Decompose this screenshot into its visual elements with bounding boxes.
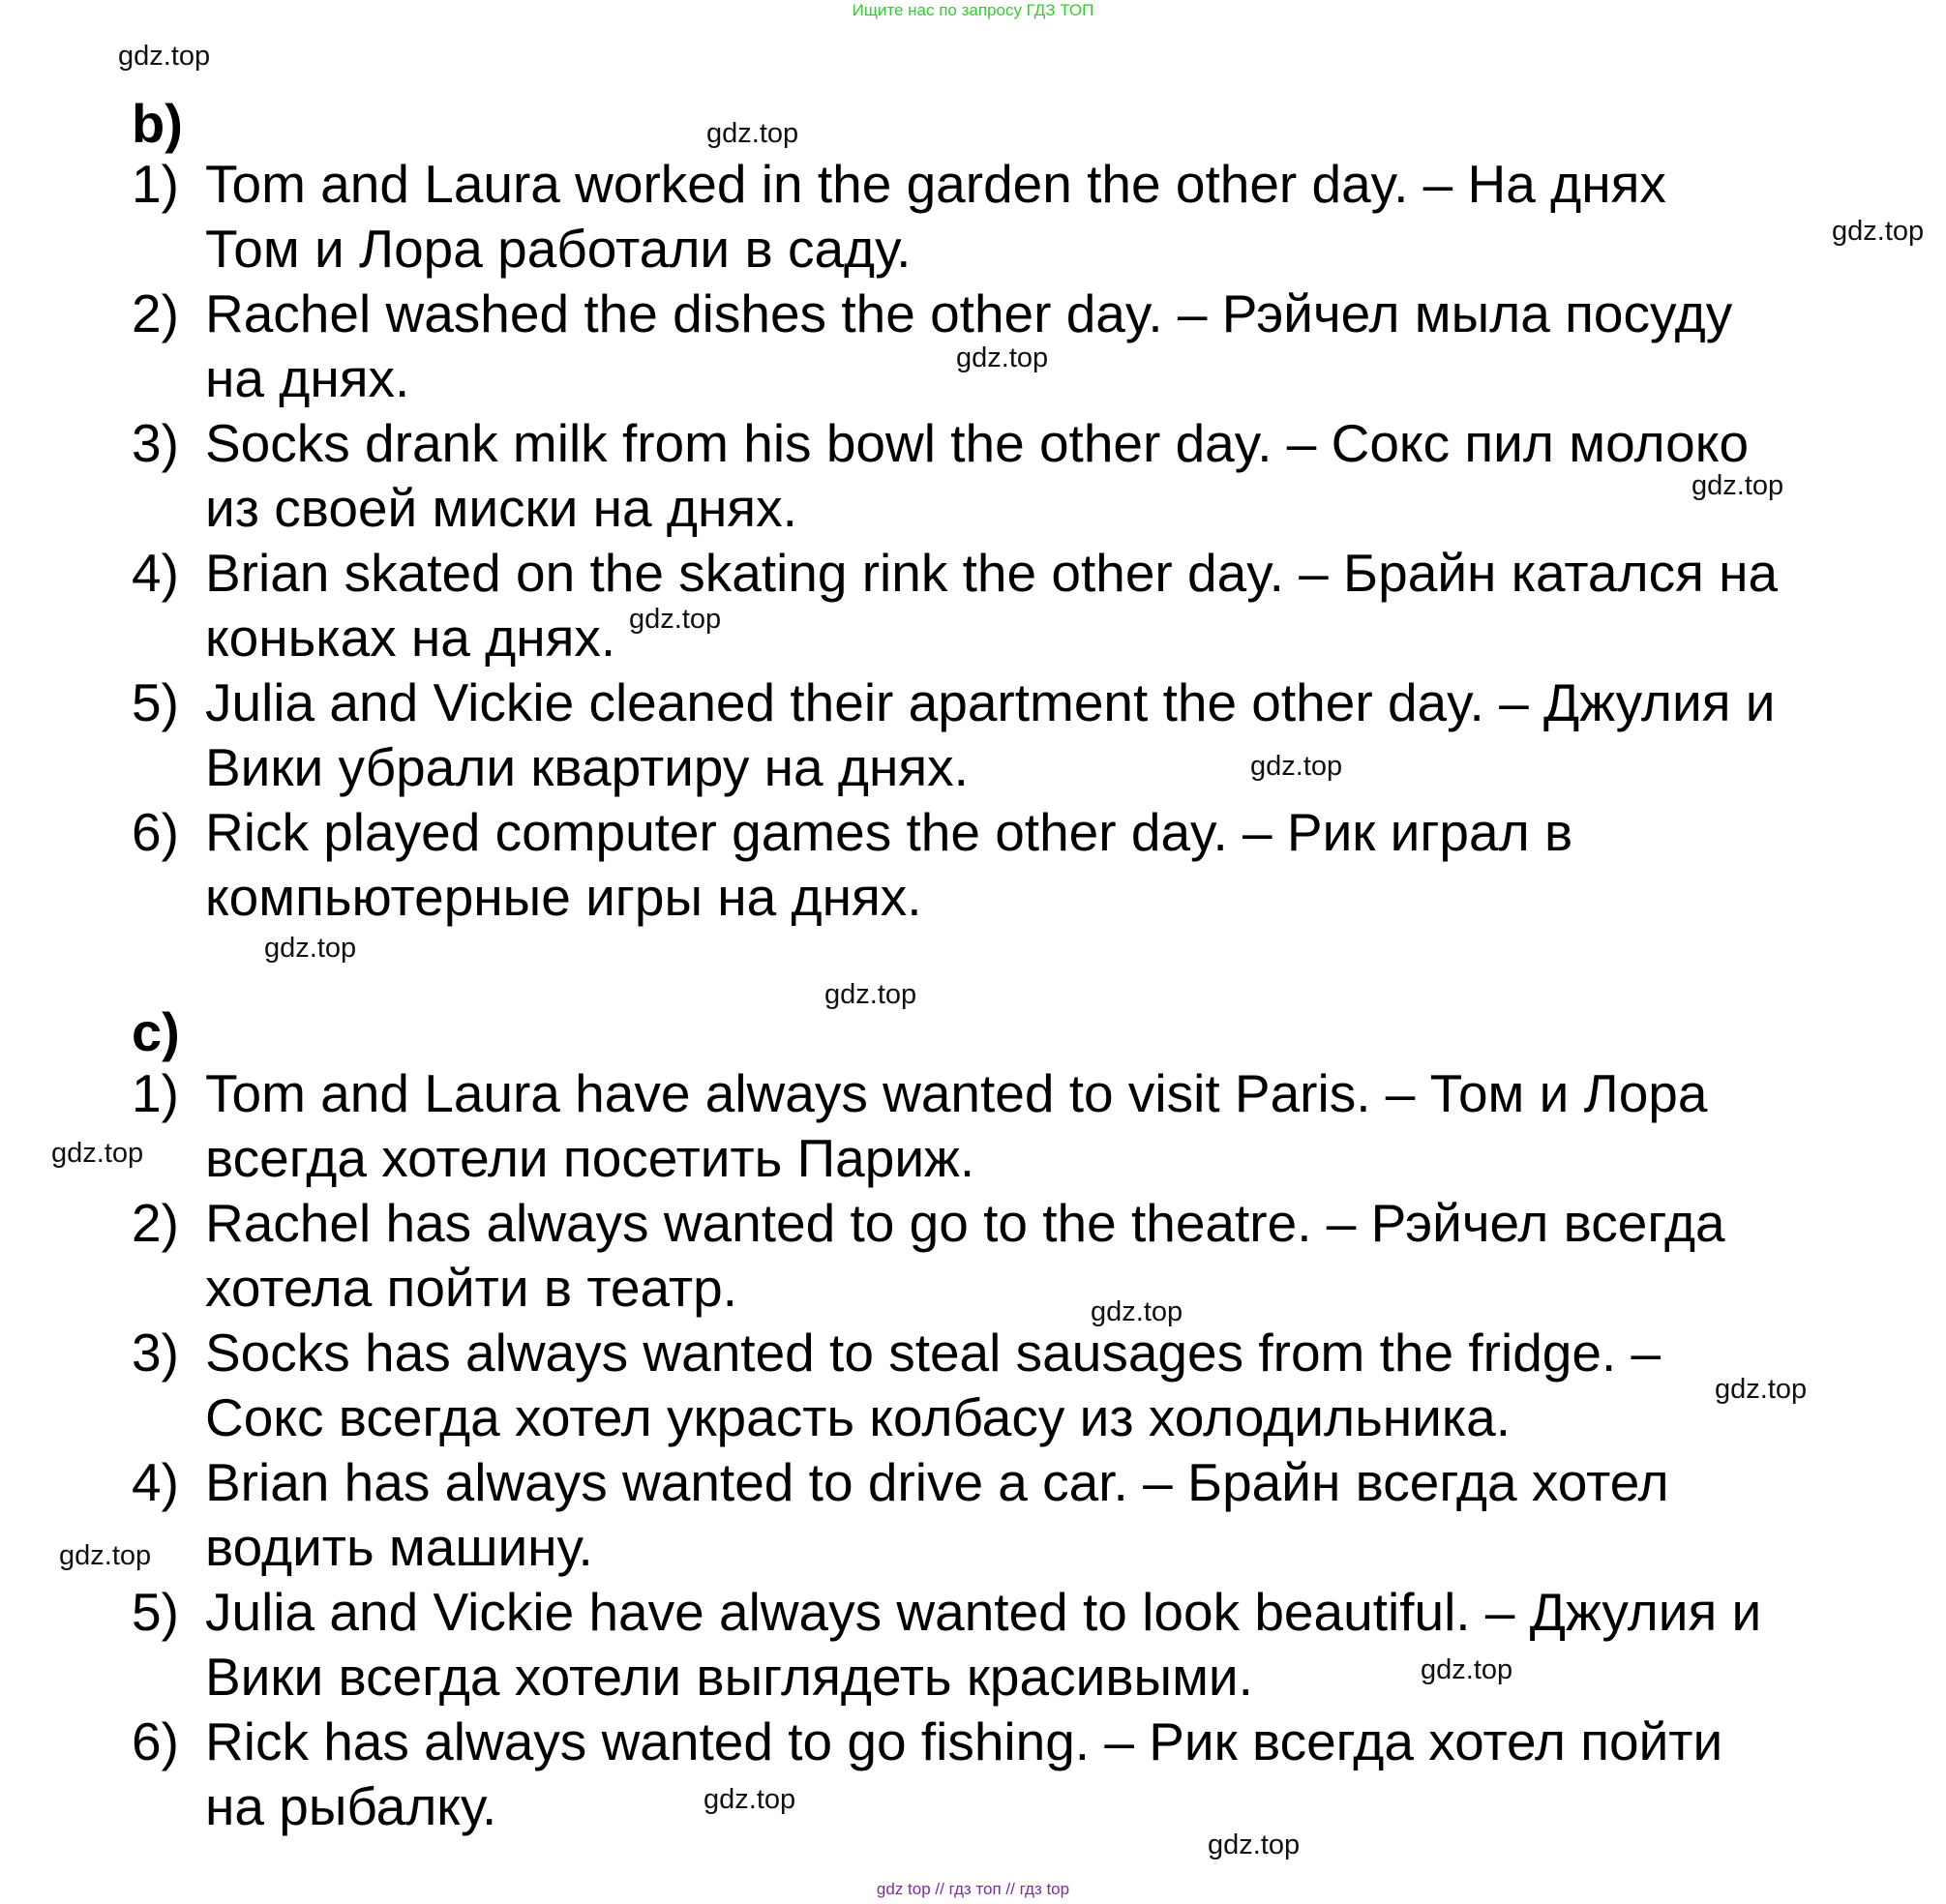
watermark: gdz.top <box>1091 1296 1183 1327</box>
watermark: gdz.top <box>1208 1830 1301 1860</box>
list-item <box>132 1580 1912 1710</box>
section-b-list <box>132 152 1912 930</box>
item-text: Brian has always wanted to drive a car. – Брайн всегда хотел водить машину. <box>205 1452 1669 1577</box>
item-text: Socks drank milk from his bowl the other day. – Сокс пил молоко из своей миски на днях. <box>205 413 1750 538</box>
item-number: 3) <box>132 1323 179 1383</box>
item-number: 2) <box>132 283 179 343</box>
list-item <box>132 1450 1912 1580</box>
item-text: Rachel washed the dishes the other day. – Рэйчел мыла посуду на днях. <box>205 283 1733 408</box>
watermark: gdz.top <box>824 979 917 1010</box>
item-text: Julia and Vickie cleaned their apartment the other day. – Джулия и Вики убрали квартиру на днях. <box>205 672 1776 797</box>
list-item <box>132 670 1912 800</box>
item-number: 6) <box>132 802 179 862</box>
watermark: gdz.top <box>1715 1374 1808 1405</box>
watermark: gdz.top <box>51 1138 144 1169</box>
item-number: 4) <box>132 1452 179 1512</box>
list-item <box>132 411 1912 541</box>
bottom-banner: gdz top // гдз топ // гдз top <box>876 1880 1070 1898</box>
item-text: Tom and Laura worked in the garden the other day. – На днях Том и Лора работали в саду. <box>205 154 1666 279</box>
item-text: Rick played computer games the other day. – Рик играл в компьютерные игры на днях. <box>205 802 1573 927</box>
item-text: Julia and Vickie have always wanted to look beautiful. – Джулия и Вики всегда хотели выглядеть красивыми. <box>205 1582 1762 1707</box>
item-text: Brian skated on the skating rink the other day. – Брайн катался на коньках на днях. <box>205 543 1779 668</box>
item-number: 5) <box>132 1582 179 1642</box>
item-number: 1) <box>132 1063 179 1123</box>
watermark: gdz.top <box>629 604 722 635</box>
item-number: 1) <box>132 154 179 214</box>
item-text: Tom and Laura have always wanted to visit Paris. – Том и Лора всегда хотели посетить Париж. <box>205 1063 1708 1188</box>
list-item <box>132 1710 1912 1839</box>
watermark: gdz.top <box>118 41 211 72</box>
section-b-label: b) <box>132 93 183 154</box>
list-item <box>132 1061 1912 1191</box>
watermark: gdz.top <box>704 1784 796 1815</box>
watermark: gdz.top <box>59 1540 152 1571</box>
section-c-label: c) <box>132 1001 180 1062</box>
list-item <box>132 541 1912 670</box>
list-item <box>132 152 1912 282</box>
watermark: gdz.top <box>264 933 357 964</box>
watermark: gdz.top <box>706 118 799 149</box>
item-number: 6) <box>132 1711 179 1771</box>
list-item <box>132 1191 1912 1321</box>
watermark: gdz.top <box>956 342 1049 373</box>
item-text: Socks has always wanted to steal sausages from the fridge. – Сокс всегда хотел украсть колбасу из холодильника. <box>205 1323 1662 1447</box>
item-text: Rick has always wanted to go fishing. – Рик всегда хотел пойти на рыбалку. <box>205 1711 1723 1836</box>
list-item <box>132 800 1912 930</box>
item-text: Rachel has always wanted to go to the theatre. – Рэйчел всегда хотела пойти в театр. <box>205 1193 1725 1318</box>
top-banner: Ищите нас по запросу ГДЗ ТОП <box>852 1 1094 19</box>
item-number: 2) <box>132 1193 179 1253</box>
item-number: 5) <box>132 672 179 732</box>
watermark: gdz.top <box>1832 216 1925 247</box>
watermark: gdz.top <box>1421 1654 1513 1685</box>
list-item <box>132 1321 1912 1450</box>
watermark: gdz.top <box>1692 470 1784 501</box>
section-c-list <box>132 1061 1912 1839</box>
item-number: 3) <box>132 413 179 473</box>
watermark: gdz.top <box>1250 751 1343 782</box>
item-number: 4) <box>132 543 179 603</box>
